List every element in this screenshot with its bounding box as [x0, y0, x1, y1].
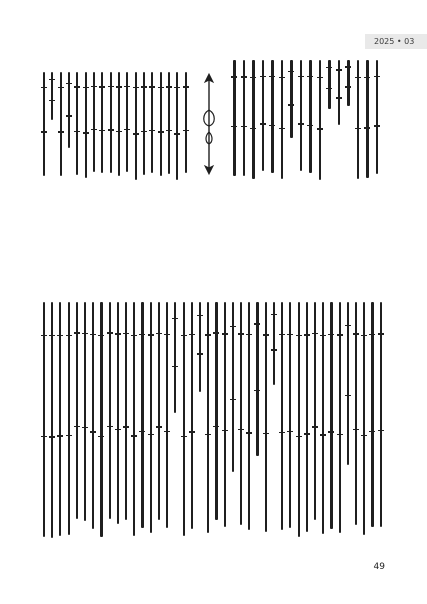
text-column: [143, 72, 145, 175]
text-column: [126, 72, 128, 172]
text-column: [330, 302, 332, 529]
text-column: [133, 302, 135, 536]
text-column: [289, 302, 291, 528]
text-column: [338, 60, 340, 125]
text-column: [76, 302, 78, 519]
text-column: [92, 302, 94, 529]
issue-tag: 2025 • 03: [365, 34, 427, 49]
text-column: [101, 72, 103, 173]
text-column: [84, 302, 86, 521]
text-column: [339, 302, 341, 533]
text-column: [43, 302, 45, 537]
text-column: [290, 60, 292, 138]
text-column: [363, 302, 365, 535]
text-column: [376, 60, 378, 174]
text-column: [183, 302, 185, 536]
text-column: [59, 302, 61, 536]
text-column: [240, 302, 242, 525]
ornament-icon: [196, 72, 222, 176]
text-column: [93, 72, 95, 172]
text-column: [300, 60, 302, 171]
text-column: [347, 60, 349, 106]
text-column: [322, 302, 324, 534]
text-column: [248, 302, 250, 530]
upper-left-text-block: [40, 72, 190, 180]
text-column: [281, 302, 283, 530]
text-column: [319, 60, 321, 180]
text-column: [174, 302, 176, 413]
text-column: [357, 60, 359, 179]
text-column: [199, 302, 201, 392]
text-column: [273, 302, 275, 385]
text-column: [252, 60, 254, 179]
text-column: [43, 72, 45, 176]
text-column: [271, 60, 273, 173]
lower-text-block: [40, 302, 385, 538]
text-column: [117, 302, 119, 524]
text-column: [160, 72, 162, 176]
text-column: [125, 302, 127, 520]
text-column: [150, 302, 152, 533]
text-column: [207, 302, 209, 533]
text-column: [151, 72, 153, 173]
text-column: [347, 302, 349, 465]
text-column: [109, 302, 111, 519]
text-column: [224, 302, 226, 527]
text-column: [68, 302, 70, 535]
text-column: [215, 302, 217, 520]
text-column: [110, 72, 112, 173]
text-column: [76, 72, 78, 175]
text-column: [158, 302, 160, 520]
text-column: [380, 302, 382, 527]
text-column: [371, 302, 373, 527]
text-column: [68, 72, 70, 148]
text-column: [135, 72, 137, 180]
text-column: [141, 302, 143, 528]
text-column: [51, 72, 53, 120]
text-column: [166, 302, 168, 528]
text-column: [355, 302, 357, 525]
text-column: [232, 302, 234, 472]
text-column: [118, 72, 120, 176]
text-column: [243, 60, 245, 176]
text-column: [168, 72, 170, 174]
text-column: [314, 302, 316, 520]
text-column: [100, 302, 102, 537]
text-column: [85, 72, 87, 178]
text-column: [306, 302, 308, 532]
text-column: [176, 72, 178, 180]
text-column: [281, 60, 283, 179]
text-column: [185, 72, 187, 173]
upper-right-text-block: [230, 60, 382, 180]
text-column: [51, 302, 53, 538]
text-column: [265, 302, 267, 532]
text-column: [60, 72, 62, 176]
text-column: [256, 302, 258, 456]
text-column: [366, 60, 368, 178]
text-column: [298, 302, 300, 537]
page-number: 49: [373, 562, 385, 572]
text-column: [262, 60, 264, 171]
text-column: [233, 60, 235, 176]
text-column: [191, 302, 193, 529]
text-column: [309, 60, 311, 173]
text-column: [328, 60, 330, 109]
